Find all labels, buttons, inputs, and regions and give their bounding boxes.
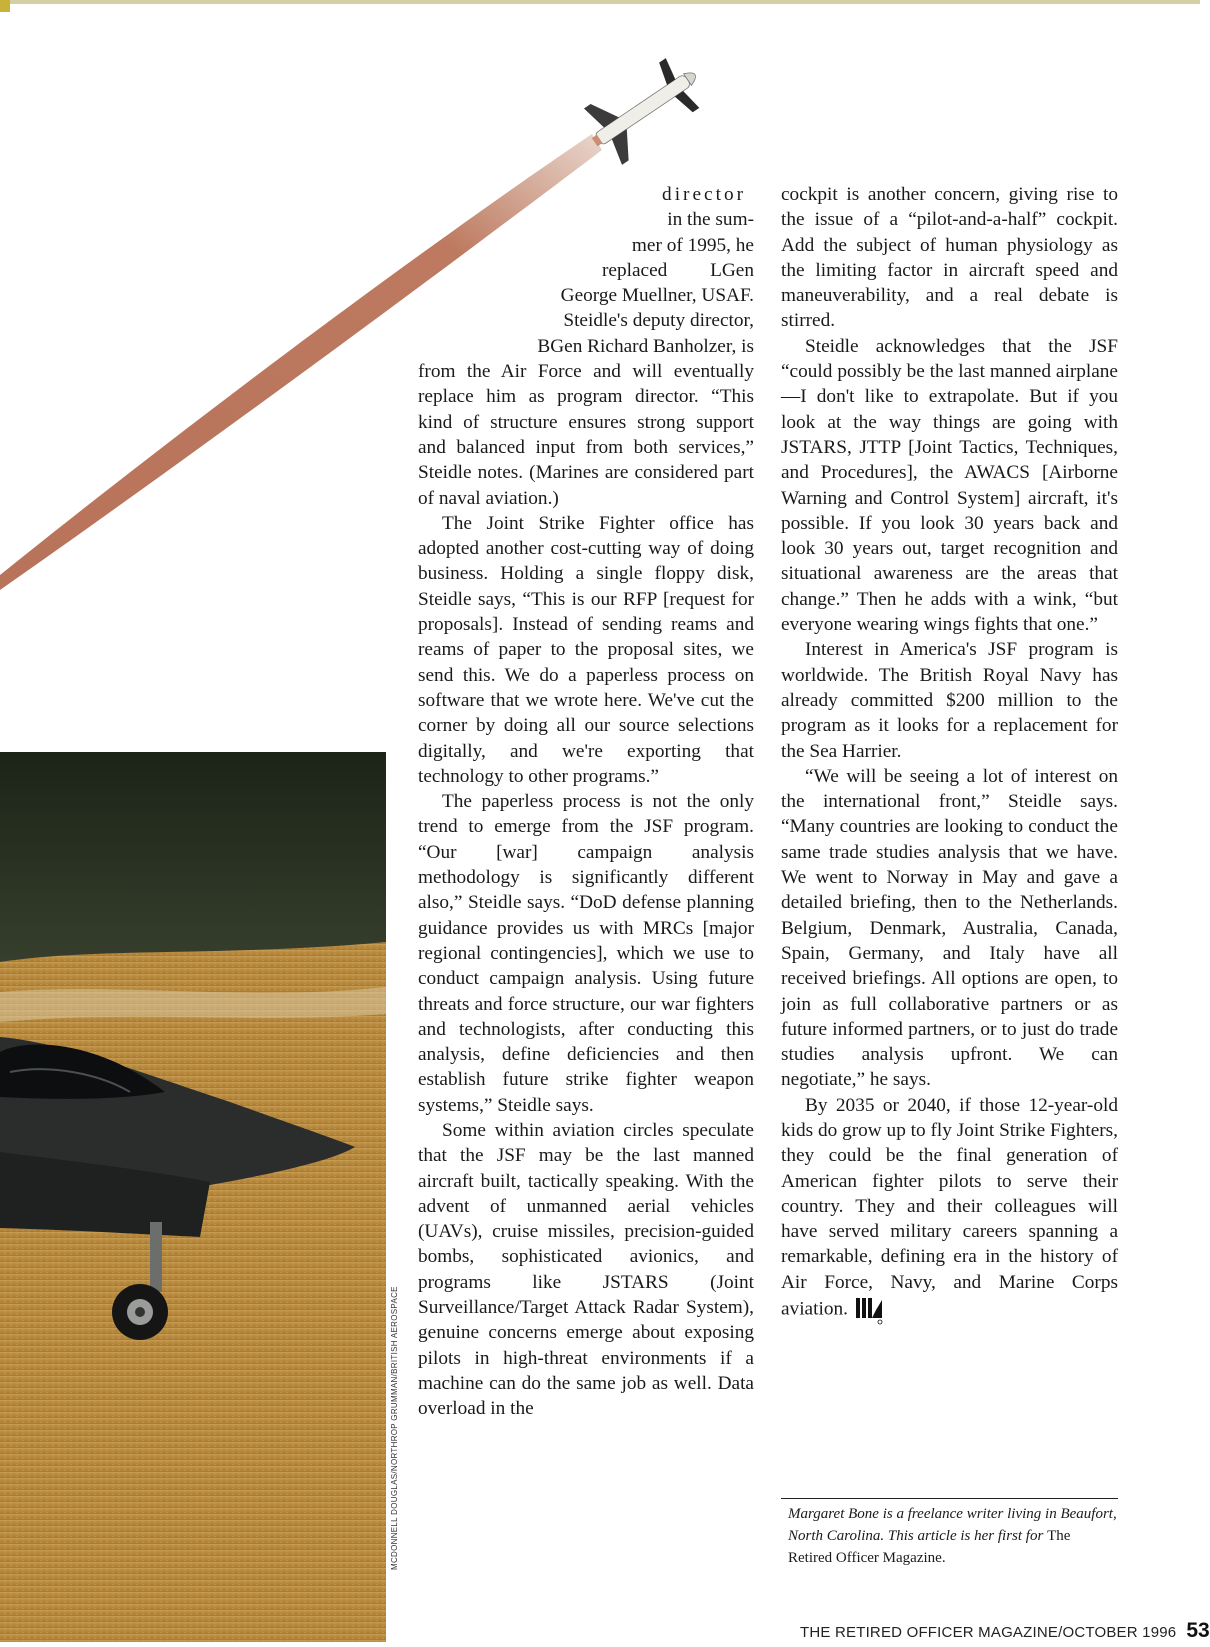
jet-fighter-photo [0, 752, 386, 1642]
end-mark-icon [854, 1295, 884, 1325]
bio-divider [781, 1498, 1118, 1499]
paragraph: Steidle acknowledges that the JSF “could possibly be the last manned airplane—I don't like to extrapolate. But if you look at the way things are going with JSTARS, JTTP [Joint Tactics, Techniques, and Procedures], the AWACS [Airborne Warning and Control System] aircraft, it's possible. If you look 30 years back and look 30 years out, target recognition and situational awareness are the areas that change.” Then he adds with a wink, “but everyone wearing wings fights that one.” [781, 335, 1118, 636]
footer-magazine-date: THE RETIRED OFFICER MAGAZINE/OCTOBER 1996 [800, 1624, 1177, 1641]
opening-line: Steidle's deputy director, [563, 310, 754, 332]
page-footer [800, 1619, 1210, 1643]
opening-line: in the sum- [667, 209, 754, 231]
article-column-left [418, 182, 754, 1422]
opening-line: BGen Richard Banholzer, is [537, 335, 754, 357]
paragraph: Interest in America's JSF program is worldwide. The British Royal Navy has already committed $200 million to the program as it looks for a replacement for the Sea Harrier. [781, 639, 1118, 762]
opening-line: George Muellner, USAF. [560, 285, 754, 307]
final-paragraph-text: By 2035 or 2040, if those 12-year-old kids do grow up to fly Joint Strike Fighters, they could be the final generation of American fighter pilots to serve their country. They and their colleagues will have served military careers spanning a remarkable, defining era in the history of Air Force, Navy, and Marine Corps aviation. [781, 1094, 1118, 1320]
author-bio-text: Margaret Bone is a freelance writer living in Beaufort, North Carolina. This article is her first for [788, 1506, 1117, 1544]
paragraph: Some within aviation circles speculate that the JSF may be the last manned aircraft built, tactically speaking. With the advent of unmanned aerial vehicles (UAVs), cruise missiles, precision-guided bombs, sophisticated avionics, and programs like JSTARS (Joint Surveillance/Target Attack Radar System), genuine concerns emerge about exposing pilots in high-threat environments if a machine can do the same job as well. Data overload in the [418, 1119, 754, 1420]
article-column-right [781, 182, 1118, 1325]
page-number: 53 [1186, 1619, 1210, 1642]
paragraph: The paperless process is not the only trend to emerge from the JSF program. “Our [war] campaign analysis methodology is significantly different also,” Steidle says. “DoD defense planning guidance provides us with MRCs [major regional contingencies], which we use to conduct campaign analysis. Using future threats and force structure, our war fighters and technologists, after conducting this analysis, define deficiencies and then establish future strike fighter weapon systems,” Steidle says. [418, 791, 754, 1116]
opening-line: mer of 1995, he [631, 234, 754, 256]
paragraph: The Joint Strike Fighter office has adopted another cost-cutting way of doing business. Holding a single floppy disk, Steidle says, “This is our RFP [request for proposals]. Instead of sending reams and reams of paper to the proposal sites, we send this. We do a paperless process on software that we wrote here. We've cut the corner by doing all our source selections digitally, and we're exporting that technology to other programs.” [418, 512, 754, 787]
paragraph: cockpit is another concern, giving rise to the issue of a “pilot-and-a-half” cockpit. Add the subject of human physiology as the limiting factor in aircraft speed and maneuverability, and a real debate is stirred. [781, 184, 1118, 332]
paragraph: “We will be seeing a lot of interest on the international front,” Steidle says. “Many countries are looking to conduct the same trade studies analysis that we have. We went to Norway in May and gave a detailed briefing, then to the Netherlands. Belgium, Denmark, Australia, Canada, Spain, Germany, and Italy have all received briefings. All options are open, to join as full collaborative partners or as future informed partners, or to just do trade studies analysis upfront. We can negotiate,” he says. [781, 765, 1118, 1091]
wrapped-opening-lines [418, 182, 754, 359]
paragraph: from the Air Force and will eventually replace him as program director. “This kind of structure ensures strong support and balanced input from both services,” Steidle notes. (Marines are considered part of naval aviation.) [418, 361, 754, 509]
magazine-name: The Retired Officer Magazine. [788, 1528, 1071, 1566]
opening-line: replaced LGen [601, 259, 754, 281]
photo-credit: MCDONNELL DOUGLAS/NORTHROP GRUMMAN/BRITISH AEROSPACE [390, 1286, 399, 1570]
final-paragraph [781, 1093, 1118, 1325]
author-bio [788, 1503, 1118, 1569]
opening-line: director [662, 184, 746, 205]
